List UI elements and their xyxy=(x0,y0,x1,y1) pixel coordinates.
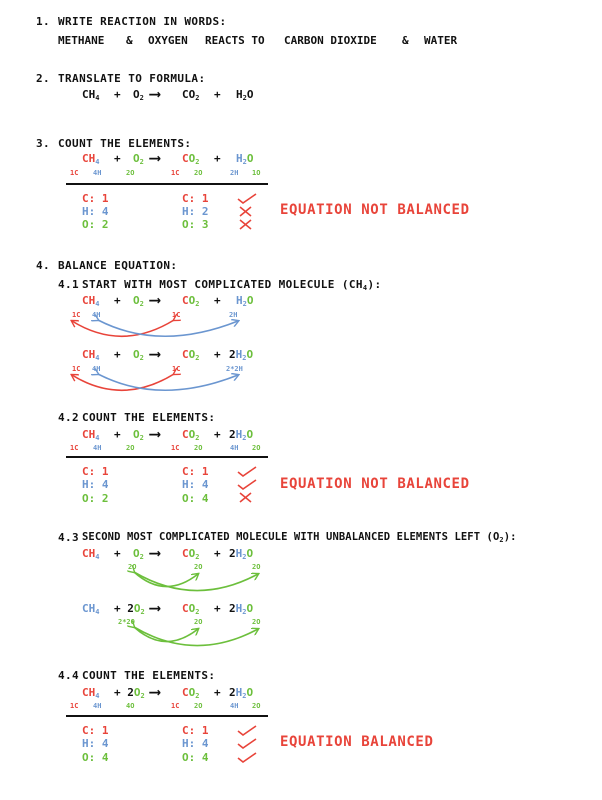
count-carbon: 1C xyxy=(172,311,181,319)
section-3-number: 3. xyxy=(36,137,51,150)
reaction-arrow: ⟶ xyxy=(150,424,160,443)
count-carbon: 1C xyxy=(70,169,79,177)
left-count-h: H: 4 xyxy=(82,478,109,491)
formula-co2: $CO_2$ xyxy=(182,88,200,102)
formula-2h2o: $2H_2O$ xyxy=(229,547,254,561)
formula-ch4: $CH_4$ xyxy=(82,348,100,362)
right-count-o: O: 3 xyxy=(182,218,209,231)
count-hydrogen: 4H xyxy=(93,702,102,710)
formula-2o2: + $2O_2$ xyxy=(114,602,145,616)
word-oxygen: OXYGEN xyxy=(148,34,188,47)
count-hydrogen: 4H xyxy=(92,365,101,373)
word-water: WATER xyxy=(424,34,458,47)
plus-sign: + xyxy=(214,547,221,560)
plus-sign: + xyxy=(214,686,221,699)
left-count-o: O: 4 xyxy=(82,751,109,764)
count-oxygen: 2O xyxy=(126,444,135,452)
right-count-h: H: 2 xyxy=(182,205,209,218)
check-mark-icon xyxy=(238,753,256,762)
count-oxygen: 2O xyxy=(194,563,203,571)
reaction-arrow: ⟶ xyxy=(150,598,160,617)
left-count-o: O: 2 xyxy=(82,492,109,505)
plus-sign: + xyxy=(114,428,121,441)
count-carbon: 1C xyxy=(70,444,79,452)
plus-sign: + xyxy=(114,547,121,560)
count-oxygen: 4O xyxy=(126,702,135,710)
count-carbon: 1C xyxy=(171,702,180,710)
plus-sign: + xyxy=(214,294,221,307)
word-methane: METHANE xyxy=(58,34,105,47)
plus-sign: + xyxy=(114,88,121,101)
plus-sign: + xyxy=(214,88,221,101)
right-count-h: H: 4 xyxy=(182,478,209,491)
section-4-3-number: 4.3 xyxy=(58,531,80,544)
count-oxygen: 2O xyxy=(194,444,203,452)
verdict-balanced: EQUATION BALANCED xyxy=(280,734,434,750)
section-4-number: 4. xyxy=(36,259,51,272)
count-carbon: 1C xyxy=(171,444,180,452)
count-oxygen: 2O xyxy=(194,169,203,177)
plus-sign: + xyxy=(114,294,121,307)
reaction-arrow: ⟶ xyxy=(150,344,160,363)
word-and-1: & xyxy=(126,34,133,47)
formula-ch4: $CH_4$ xyxy=(82,686,100,700)
right-count-c: C: 1 xyxy=(182,192,209,205)
count-oxygen: 2*2O xyxy=(118,618,135,626)
left-count-h: H: 4 xyxy=(82,737,109,750)
plus-sign: + xyxy=(114,152,121,165)
left-count-c: C: 1 xyxy=(82,465,109,478)
formula-o2: $O_2$ xyxy=(133,428,144,442)
section-1-title: WRITE REACTION IN WORDS: xyxy=(58,15,227,28)
count-oxygen: 2O xyxy=(128,563,137,571)
formula-h2o: $H_2O$ xyxy=(236,88,254,102)
count-hydrogen: 4H xyxy=(92,311,101,319)
formula-ch4: $CH_4$ xyxy=(82,428,100,442)
formula-ch4: $CH_4$ xyxy=(82,152,100,166)
count-hydrogen: 4H xyxy=(230,702,239,710)
formula-2h2o: $2H_2O$ xyxy=(229,348,254,362)
formula-2h2o: $2H_2O$ xyxy=(229,686,254,700)
section-4-1-title: START WITH MOST COMPLICATED MOLECULE $(CH_4)$: xyxy=(82,278,382,292)
count-carbon: 1C xyxy=(72,365,81,373)
count-carbon: 1C xyxy=(172,365,181,373)
count-hydrogen: 2H xyxy=(230,169,239,177)
count-oxygen: 1O xyxy=(252,169,261,177)
section-2-number: 2. xyxy=(36,72,51,85)
section-4-3-title: SECOND MOST COMPLICATED MOLECULE WITH UNBALANCED ELEMENTS LEFT $(O_2)$: xyxy=(82,531,517,544)
plus-sign: + xyxy=(114,348,121,361)
formula-h2o: $H_2O$ xyxy=(236,294,254,308)
right-count-o: O: 4 xyxy=(182,751,209,764)
verdict-not-balanced: EQUATION NOT BALANCED xyxy=(280,202,470,218)
formula-2h2o: $2H_2O$ xyxy=(229,428,254,442)
reaction-arrow: ⟶ xyxy=(150,148,160,167)
plus-sign: + xyxy=(214,428,221,441)
count-hydrogen: 2*2H xyxy=(226,365,243,373)
count-oxygen: 2O xyxy=(252,702,261,710)
formula-o2: $O_2$ xyxy=(133,294,144,308)
count-carbon: 1C xyxy=(171,169,180,177)
count-hydrogen: 4H xyxy=(93,444,102,452)
check-mark-icon xyxy=(238,739,256,748)
formula-o2: $O_2$ xyxy=(133,348,144,362)
count-oxygen: 2O xyxy=(194,702,203,710)
formula-ch4: $CH_4$ xyxy=(82,294,100,308)
section-4-4-number: 4.4 xyxy=(58,669,80,682)
plus-sign: + xyxy=(214,348,221,361)
word-and-2: & xyxy=(402,34,409,47)
section-1-number: 1. xyxy=(36,15,51,28)
formula-ch4: $CH_4$ xyxy=(82,602,100,616)
left-count-c: C: 1 xyxy=(82,192,109,205)
section-4-1-number: 4.1 xyxy=(58,278,80,291)
section-4-4-title: COUNT THE ELEMENTS: xyxy=(82,669,216,682)
left-count-c: C: 1 xyxy=(82,724,109,737)
formula-o2: $O_2$ xyxy=(133,547,144,561)
formula-ch4: $CH_4$ xyxy=(82,88,100,102)
formula-h2o: $H_2O$ xyxy=(236,152,254,166)
count-oxygen: 2O xyxy=(252,618,261,626)
section-4-2-number: 4.2 xyxy=(58,411,80,424)
reaction-arrow: ⟶ xyxy=(150,682,160,701)
count-oxygen: 2O xyxy=(126,169,135,177)
formula-co2: $CO_2$ xyxy=(182,294,200,308)
formula-co2: $CO_2$ xyxy=(182,686,200,700)
count-carbon: 1C xyxy=(70,702,79,710)
reaction-arrow: ⟶ xyxy=(150,543,160,562)
formula-co2: $CO_2$ xyxy=(182,428,200,442)
section-4-2-title: COUNT THE ELEMENTS: xyxy=(82,411,216,424)
right-count-c: C: 1 xyxy=(182,465,209,478)
count-hydrogen: 4H xyxy=(93,169,102,177)
count-hydrogen: 4H xyxy=(230,444,239,452)
section-4-title: BALANCE EQUATION: xyxy=(58,259,178,272)
formula-co2: $CO_2$ xyxy=(182,152,200,166)
count-oxygen: 2O xyxy=(252,444,261,452)
count-carbon: 1C xyxy=(72,311,81,319)
formula-2h2o: $2H_2O$ xyxy=(229,602,254,616)
formula-co2: $CO_2$ xyxy=(182,547,200,561)
formula-ch4: $CH_4$ xyxy=(82,547,100,561)
left-count-o: O: 2 xyxy=(82,218,109,231)
section-2-title: TRANSLATE TO FORMULA: xyxy=(58,72,206,85)
check-mark-icon xyxy=(238,726,256,735)
reaction-arrow: ⟶ xyxy=(150,84,160,103)
word-carbon-dioxide: CARBON DIOXIDE xyxy=(284,34,377,47)
count-oxygen: 2O xyxy=(194,618,203,626)
formula-o2: $O_2$ xyxy=(133,88,144,102)
formula-co2: $CO_2$ xyxy=(182,602,200,616)
reaction-arrow: ⟶ xyxy=(150,290,160,309)
right-count-o: O: 4 xyxy=(182,492,209,505)
count-oxygen: 2O xyxy=(252,563,261,571)
right-count-c: C: 1 xyxy=(182,724,209,737)
plus-sign: + xyxy=(214,602,221,615)
verdict-not-balanced: EQUATION NOT BALANCED xyxy=(280,476,470,492)
word-reacts-to: REACTS TO xyxy=(205,34,265,47)
right-count-h: H: 4 xyxy=(182,737,209,750)
formula-o2: $O_2$ xyxy=(133,152,144,166)
count-hydrogen: 2H xyxy=(229,311,238,319)
plus-sign: + xyxy=(214,152,221,165)
left-count-h: H: 4 xyxy=(82,205,109,218)
section-3-title: COUNT THE ELEMENTS: xyxy=(58,137,192,150)
formula-co2: $CO_2$ xyxy=(182,348,200,362)
formula-2o2: + $2O_2$ xyxy=(114,686,145,700)
